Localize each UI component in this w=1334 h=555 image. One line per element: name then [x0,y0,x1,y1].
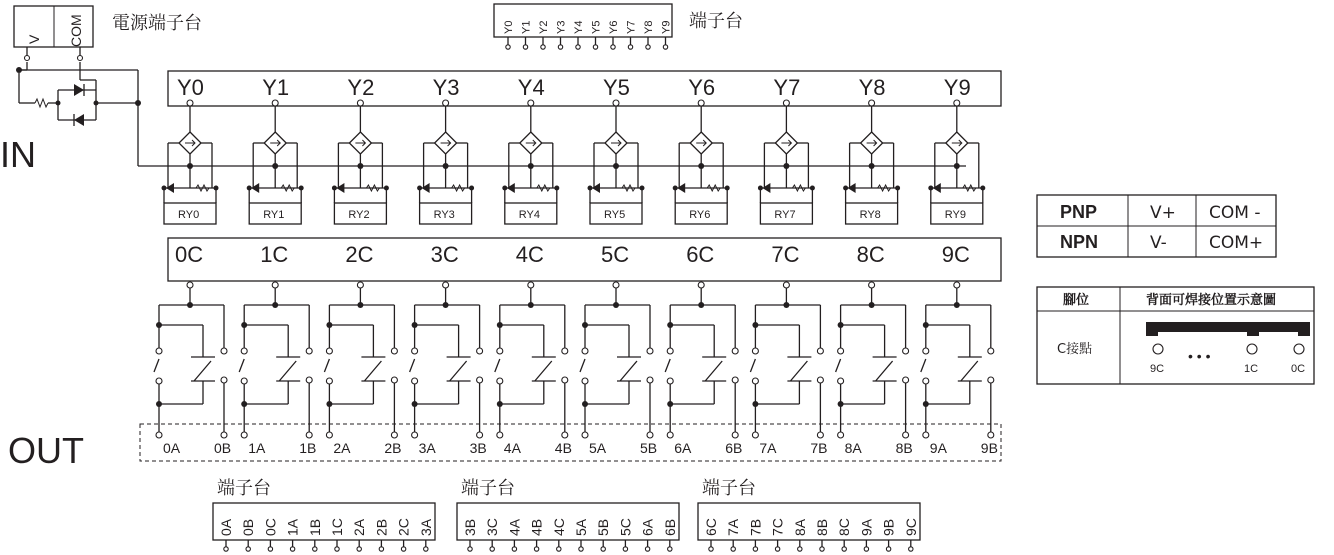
relay-label: RY2 [348,209,370,221]
input-terminal-pin: Y9 [660,20,673,34]
input-channel-label: Y1 [262,75,290,100]
contact-a-label: 9A [929,440,947,456]
output-channel [921,242,994,438]
output-terminal-pin: 7A [725,518,742,536]
output-terminal-pin: 1C [329,518,345,536]
input-terminal-pin: Y7 [625,20,638,34]
relay-contact-icon [532,357,556,381]
common-label: 0C [175,242,204,267]
pnp-npn-table [1037,195,1276,257]
contact-a-label: 5A [589,440,607,456]
contact-b-label: 0B [214,440,232,456]
output-channel [580,242,653,438]
contact-a-label: 6A [674,440,692,456]
relay-label: RY8 [859,209,881,221]
common-label: 6C [686,242,715,267]
output-channel [750,242,823,438]
output-terminal-pin: 2A [351,518,368,536]
input-channel [162,75,219,224]
led-icon [848,183,856,193]
output-channel [495,242,568,438]
npn-v: V- [1150,233,1167,253]
solder-pin-9c: 9C [1150,363,1165,375]
output-channel [154,242,227,438]
output-terminal-pin: 7C [769,518,786,536]
solder-ellipsis: • • • [1188,348,1211,364]
common-label: 3C [430,242,459,267]
output-terminal-pin: 2B [373,518,390,536]
input-channel-label: Y0 [177,75,204,100]
relay-contact-icon [447,357,471,381]
input-channel-label: Y8 [858,75,886,100]
npn-type: NPN [1060,232,1099,252]
in-label: IN [0,134,36,175]
output-terminal-pin: 9B [880,518,897,536]
relay-label: RY9 [944,209,967,221]
output-terminal-pin: 8C [836,518,853,536]
output-terminal-pin: 4A [506,518,523,536]
solder-position-table [1037,287,1314,384]
output-terminal-pin: 6A [639,518,656,536]
output-terminal-pin: 9A [858,518,875,536]
output-channel [665,242,738,438]
input-channel-label: Y3 [432,75,460,100]
output-terminal-pin: 9C [902,518,919,536]
contact-a-label: 4A [503,440,521,456]
solder-header-pin: 腳位 [1063,293,1090,308]
pcb-bar [1146,322,1310,332]
led-icon [166,183,174,193]
led-icon [422,183,430,193]
power-v-label: V [26,34,42,44]
input-terminal-pin: Y0 [503,20,515,34]
input-terminal-label: 端子台 [689,11,743,32]
output-terminal-pin: 3A [417,518,434,536]
output-terminal-pin: 1B [306,518,323,536]
out-label: OUT [8,430,84,471]
input-channel [758,75,815,224]
relay-contact-icon [702,357,726,381]
common-label: 8C [856,242,885,267]
contact-b-label: 1B [299,440,317,456]
npn-com: COM+ [1209,233,1264,253]
output-terminal-pin: 0A [218,518,234,536]
input-terminal-pin: Y8 [643,20,655,34]
output-terminal-pin: 5A [573,518,589,536]
relay-label: RY0 [178,209,200,221]
input-channel-label: Y9 [943,75,971,100]
output-terminal-pin: 6B [661,518,678,536]
contact-a-label: 2A [333,440,351,456]
input-channel [332,75,389,224]
relay-label: RY3 [433,209,455,221]
output-terminal-pin: 5B [595,518,612,536]
output-terminal-pin: 4B [528,518,545,536]
solder-header-desc: 背面可焊接位置示意圖 [1146,293,1277,308]
input-terminal-pin: Y5 [590,20,603,34]
led-icon [677,183,685,193]
contact-b-label: 7B [810,440,828,456]
contact-a-label: 1A [248,440,266,456]
output-channel [836,242,909,438]
output-terminal-pin: 0B [240,518,257,536]
contact-b-label: 9B [980,440,998,456]
input-channel [417,75,474,224]
led-icon [251,183,259,193]
output-terminal-pin: 3B [462,518,478,536]
relay-label: RY6 [689,209,711,221]
power-terminal-label: 電源端子台 [112,13,202,34]
pnp-com: COM - [1209,203,1261,223]
output-terminal-pin: 5C [617,518,634,536]
input-terminal-pin: Y3 [555,20,568,34]
output-terminal-label: 端子台 [461,478,515,499]
input-terminal-block [494,4,743,49]
led-icon [507,183,515,193]
led-icon [762,183,770,193]
common-label: 2C [345,242,374,267]
output-channel [324,242,397,438]
output-terminal-pin: 1A [284,518,301,536]
input-channel-label: Y2 [347,75,375,100]
common-label: 4C [515,242,544,267]
output-terminal-pin: 0C [262,518,279,536]
output-terminal-block [457,478,679,551]
contact-b-label: 6B [725,440,743,456]
solder-pin-0c: 0C [1291,363,1306,375]
output-terminal-label: 端子台 [217,478,271,499]
output-terminal-pin: 2C [395,518,412,536]
relay-contact-icon [787,357,811,381]
common-label: 1C [260,242,289,267]
output-channel [410,242,483,438]
power-com-label: COM [68,14,84,47]
input-channel [928,75,985,224]
input-circuit [0,62,966,175]
relay-contact-icon [361,357,385,381]
relay-label: RY7 [774,209,796,221]
input-channel [502,75,559,224]
contact-b-label: 4B [554,440,572,456]
output-terminal-pin: 8A [791,518,808,536]
output-terminal-label: 端子台 [702,478,756,499]
input-channel [843,75,900,224]
input-terminal-pin: Y1 [520,20,533,34]
input-terminal-pin: Y6 [608,20,620,34]
input-terminal-pin: Y2 [538,20,550,34]
input-terminal-pin: Y4 [573,20,585,34]
relay-label: RY1 [263,209,285,221]
input-channel [247,75,304,224]
solder-pin-1c: 1C [1244,363,1259,375]
output-terminal-pin: 8B [814,518,830,536]
contact-b-label: 8B [895,440,913,456]
relay-contact-icon [617,357,641,381]
solder-row-label: C接點 [1057,342,1093,357]
led-icon [592,183,600,193]
pnp-v: V+ [1150,203,1176,223]
common-label: 7C [771,242,800,267]
relay-contact-icon [191,357,215,381]
common-label: 9C [941,242,970,267]
input-channel [673,75,730,224]
relay-contact-icon [276,357,300,381]
relay-contact-icon [958,357,982,381]
input-channel-label: Y6 [688,75,716,100]
contact-a-label: 7A [759,440,777,456]
input-channel [588,75,645,224]
input-channel-label: Y5 [603,75,630,100]
contact-a-label: 3A [418,440,436,456]
output-terminal-pin: 4C [550,518,567,536]
contact-b-label: 5B [640,440,658,456]
output-terminal-block [698,478,920,551]
output-terminal-pin: 6C [703,518,719,536]
output-terminal-block [213,478,435,551]
output-terminal-pin: 3C [484,518,501,536]
relay-label: RY4 [518,209,541,221]
power-terminal [14,6,202,61]
relay-label: RY5 [604,209,626,221]
output-channel [239,242,312,438]
led-icon [933,183,941,193]
contact-a-label: 0A [163,440,181,456]
contact-a-label: 8A [844,440,862,456]
relay-contact-icon [873,357,897,381]
output-terminal-pin: 7B [747,518,764,536]
pnp-type: PNP [1060,202,1098,222]
common-label: 5C [601,242,630,267]
contact-b-label: 2B [384,440,402,456]
contact-b-label: 3B [469,440,487,456]
input-channel-label: Y7 [773,75,801,100]
led-icon [336,183,344,193]
input-channel-label: Y4 [517,75,545,100]
